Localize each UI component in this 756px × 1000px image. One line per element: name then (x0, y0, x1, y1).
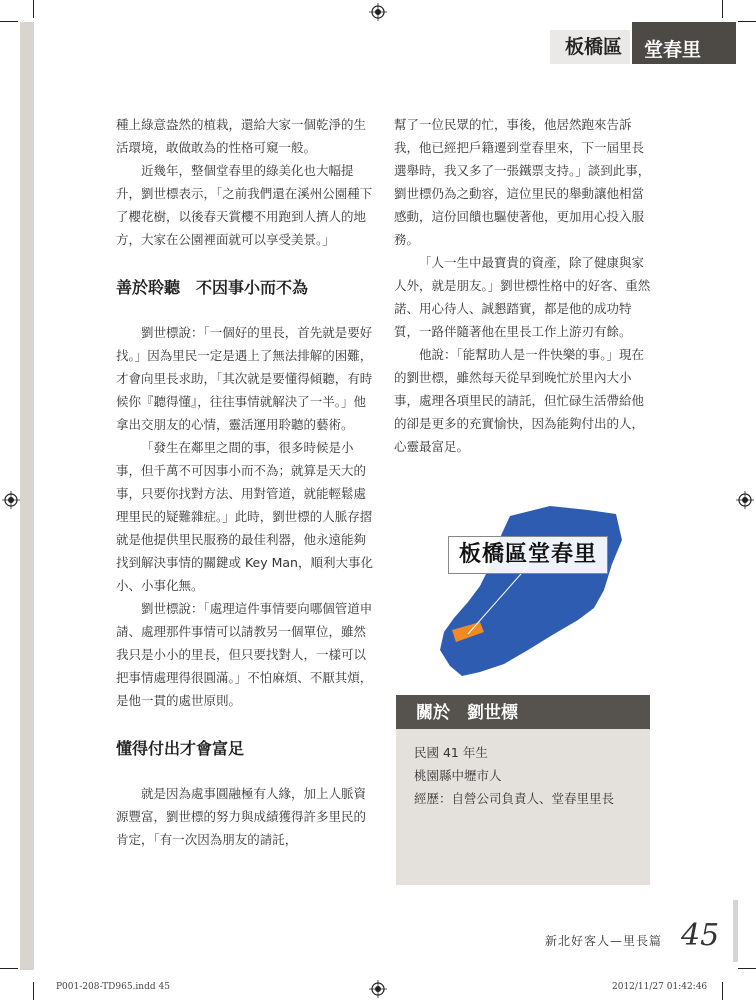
right-margin-bar (733, 900, 738, 962)
right-column (394, 113, 652, 458)
page-number: 45 (681, 918, 720, 953)
map-label: 板橋區堂春里 (448, 536, 608, 574)
village-map (428, 500, 636, 682)
left-paragraph-4: 「發生在鄰里之間的事，很多時候是小事，但千萬不可因事小而不為；就算是天大的事，只要你找對方法、用對管道，就能輕鬆處理里民的疑難雜症。」此時，劉世標的人脈存摺就是他提供里民服務的最佳利器，他永遠能夠找到解決事情的關鍵或 Key Man，順利大事化小、小事化無。 (116, 440, 373, 593)
crop-mark-tr-v (722, 0, 723, 18)
registration-mark-left (2, 491, 20, 509)
crop-mark-tl-h (0, 21, 18, 22)
village-region-shape (440, 506, 622, 676)
about-list (414, 741, 640, 810)
left-margin-bar (20, 22, 34, 970)
about-box (396, 695, 650, 885)
crop-mark-tr-h (738, 21, 756, 22)
about-item-hometown: 桃園縣中壢市人 (414, 768, 502, 783)
header-district: 板橋區 (550, 30, 630, 64)
about-title: 關於 劉世標 (396, 695, 650, 729)
crop-mark-br-h (738, 968, 756, 969)
crop-mark-bl-h (0, 968, 18, 969)
right-paragraph-3: 他說：「能幫助人是一件快樂的事。」現在的劉世標，雖然每天從早到晚忙於里內大小事，處理各項里民的請託，但忙碌生活帶給他的卻是更多的充實愉快，因為能夠付出的人，心靈最富足。 (394, 347, 645, 454)
left-paragraph-6: 就是因為處事圓融極有人緣，加上人脈資源豐富，劉世標的努力與成績獲得許多里民的肯定，「有一次因為朋友的請託， (116, 786, 367, 847)
crop-mark-tl-v (33, 0, 34, 18)
left-paragraph-5: 劉世標說：「處理這件事情要向哪個管道申請、處理那件事情可以請教另一個單位，雖然我只是小小的里長，但只要找對人，一樣可以把事情處理得很圓滿。」不怕麻煩、不厭其煩，是他一貫的處世原則。 (116, 601, 373, 708)
section-heading-giving: 懂得付出才會富足 (116, 739, 245, 758)
crop-mark-bl-v (33, 982, 34, 1000)
about-item-birth: 民國 41 年生 (414, 745, 488, 760)
left-paragraph-2: 近幾年，整個堂春里的綠美化也大幅提升，劉世標表示，「之前我們還在溪州公園種下了櫻花樹，以後春天賞櫻不用跑到人擠人的地方，大家在公園裡面就可以享受美景。」 (116, 163, 373, 247)
slug-file-info: P001-208-TD965.indd 45 (56, 982, 170, 992)
registration-mark-right (736, 491, 754, 509)
registration-mark-top (369, 3, 387, 21)
left-paragraph-1: 種上綠意盎然的植栽，還給大家一個乾淨的生活環境，敢做敢為的性格可窺一般。 (116, 117, 367, 155)
section-heading-listen: 善於聆聽 不因事小而不為 (116, 278, 309, 297)
about-item-experience: 經歷：自營公司負責人、堂春里里長 (414, 791, 615, 806)
left-paragraph-3: 劉世標說：「一個好的里長，首先就是要好找。」因為里民一定是遇上了無法排解的困難，才會向里長求助，「其次就是要懂得傾聽，有時候你『聽得懂』，往往事情就解決了一半。」他拿出交朋友的心情，靈活運用聆聽的藝術。 (116, 325, 373, 432)
registration-mark-bottom (369, 980, 387, 998)
village-map-graphic (428, 500, 636, 682)
right-paragraph-2: 「人一生中最寶貴的資產，除了健康與家人外，就是朋友。」劉世標性格中的好客、重然諾、用心待人、誠懇踏實，都是他的成功特質，一路伴隨著他在里長工作上游刃有餘。 (394, 255, 651, 339)
crop-mark-br-v (722, 982, 723, 1000)
right-paragraph-1: 幫了一位民眾的忙，事後，他居然跑來告訴我，他已經把戶籍遷到堂春里來，下一屆里長選舉時，我又多了一張鐵票支持。」談到此事，劉世標仍為之動容，這位里民的舉動讓他相當感動，這份回饋也驅使著他，更加用心投入服務。 (394, 117, 651, 247)
left-column (116, 113, 374, 851)
footer-book-title: 新北好客人—里長篇 (545, 934, 663, 948)
header-village: 堂春里 (632, 22, 736, 64)
slug-date-info: 2012/11/27 01:42:46 (612, 982, 708, 992)
